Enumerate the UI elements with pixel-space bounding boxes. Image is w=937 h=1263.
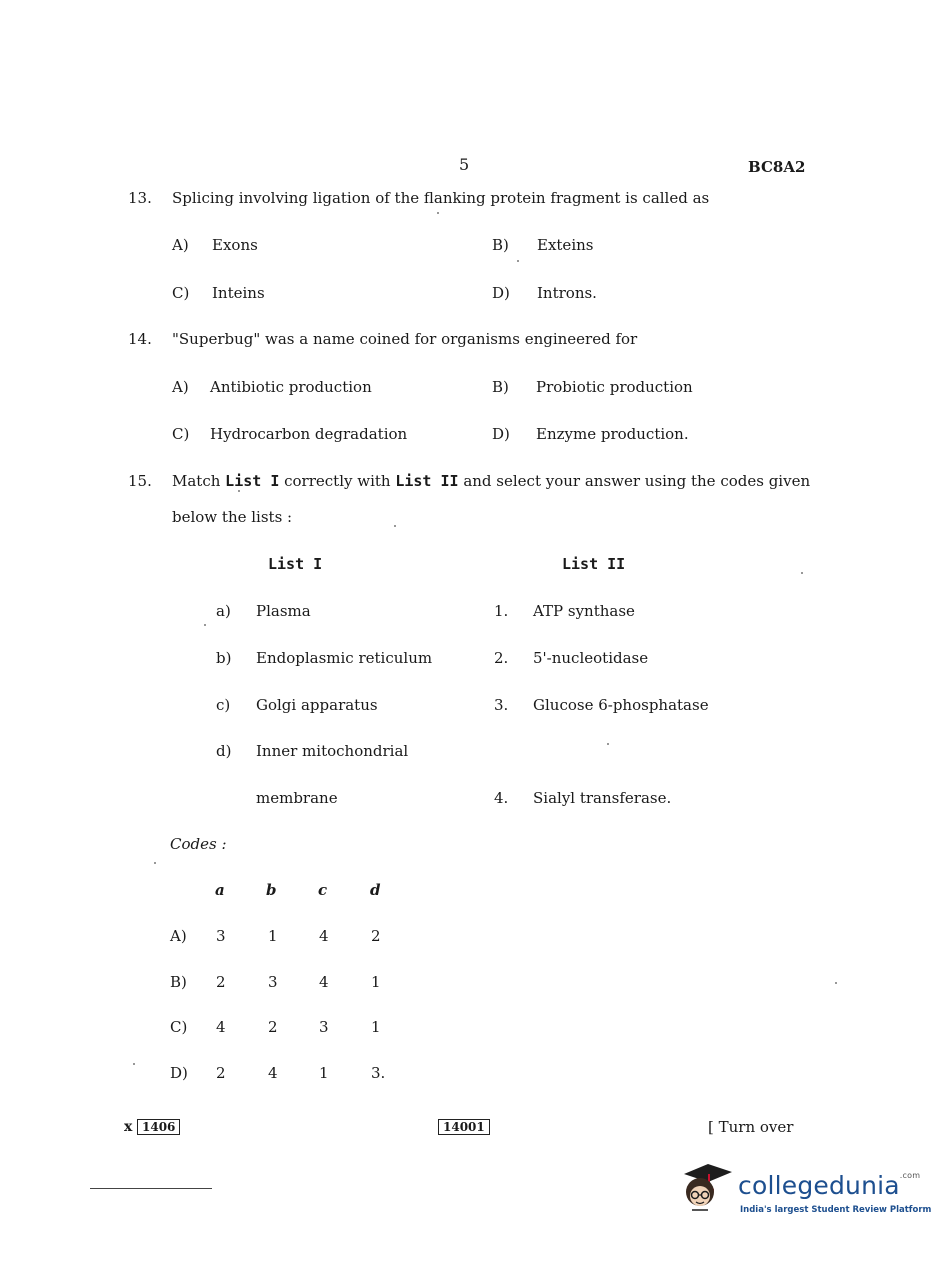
code-row-label: A)	[170, 927, 187, 945]
q14-option-d-label: D)	[492, 425, 510, 443]
list-2-item-number: 4.	[494, 789, 509, 807]
question-14-number: 14.	[128, 330, 152, 348]
page-number: 5	[459, 155, 470, 174]
list-2-item: Glucose 6-phosphatase	[533, 696, 709, 714]
scan-speck	[517, 260, 519, 262]
scan-speck	[154, 862, 156, 864]
brand-name: collegedunia$^{.com}$	[738, 1171, 921, 1200]
code-row-label: C)	[170, 1018, 188, 1036]
list-1-item: Endoplasmic reticulum	[256, 649, 433, 667]
list-2-item-number: 3.	[494, 696, 509, 714]
q14-option-c-label: C)	[172, 425, 190, 443]
list-2-item: 5'-nucleotidase	[533, 649, 649, 667]
footer-prefix: x	[124, 1119, 133, 1135]
q14-option-a-label: A)	[172, 378, 189, 396]
list-1-item-label: b)	[216, 649, 232, 667]
list-2-item-number: 2.	[494, 649, 509, 667]
question-15-text: Match List I correctly with List II and select your answer using the codes given	[172, 472, 811, 490]
q13-option-d-label: D)	[492, 284, 510, 302]
list-2-item: Sialyl transferase.	[533, 789, 672, 807]
list-2-item: ATP synthase	[533, 602, 635, 620]
code-cell: 4	[268, 1064, 278, 1082]
code-cell: 3	[268, 973, 278, 991]
footer-left-code: 1406	[137, 1119, 180, 1135]
footer-center-code: 14001	[438, 1119, 490, 1135]
list-1-item-label: a)	[216, 602, 231, 620]
paper-code: BC8A2	[748, 158, 806, 176]
code-cell: 2	[216, 1064, 226, 1082]
scan-speck	[238, 490, 240, 492]
list-1-item-label: c)	[216, 696, 231, 714]
scan-speck	[801, 572, 803, 574]
question-14-text: "Superbug" was a name coined for organisms engineered for	[172, 330, 638, 348]
q14-option-d-text: Enzyme production.	[536, 425, 689, 443]
code-header: a	[215, 881, 225, 899]
q13-option-d-text: Introns.	[537, 284, 597, 302]
codes-label: Codes :	[170, 835, 227, 853]
code-cell: 1	[268, 927, 278, 945]
q13-option-b-label: B)	[492, 236, 509, 254]
q13-option-c-label: C)	[172, 284, 190, 302]
code-cell: 3	[319, 1018, 329, 1036]
code-row-label: B)	[170, 973, 187, 991]
q13-option-c-text: Inteins	[212, 284, 265, 302]
q14-option-c-text: Hydrocarbon degradation	[210, 425, 408, 443]
code-cell: 1	[319, 1064, 329, 1082]
list-2-item-number: 1.	[494, 602, 509, 620]
mascot-logo-icon	[678, 1160, 734, 1216]
list-1-item: Golgi apparatus	[256, 696, 378, 714]
code-cell: 3.	[371, 1064, 386, 1082]
q13-option-a-label: A)	[172, 236, 189, 254]
code-header: b	[266, 881, 277, 899]
code-cell: 1	[371, 973, 381, 991]
scan-speck	[437, 212, 439, 214]
footer-turn-over: [ Turn over	[708, 1118, 794, 1136]
code-cell: 1	[371, 1018, 381, 1036]
footer-rule	[90, 1188, 212, 1189]
q14-option-a-text: Antibiotic production	[210, 378, 372, 396]
scan-speck	[607, 743, 609, 745]
question-13-text: Splicing involving ligation of the flanking protein fragment is called as	[172, 189, 710, 207]
list-1-item-label: d)	[216, 742, 232, 760]
question-15-number: 15.	[128, 472, 152, 490]
code-cell: 2	[216, 973, 226, 991]
scan-speck	[394, 525, 396, 527]
question-13-number: 13.	[128, 189, 152, 207]
list-1-item: Plasma	[256, 602, 311, 620]
code-header: c	[318, 881, 328, 899]
code-cell: 2	[268, 1018, 278, 1036]
brand-tagline: India's largest Student Review Platform	[740, 1205, 932, 1215]
code-cell: 3	[216, 927, 226, 945]
code-row-label: D)	[170, 1064, 188, 1082]
code-cell: 4	[319, 973, 329, 991]
scan-speck	[133, 1063, 135, 1065]
list-1-heading: List I	[268, 555, 323, 573]
code-cell: 2	[371, 927, 381, 945]
scan-speck	[835, 982, 837, 984]
code-header: d	[370, 881, 381, 899]
q14-option-b-text: Probiotic production	[536, 378, 693, 396]
scan-speck	[204, 624, 206, 626]
code-cell: 4	[319, 927, 329, 945]
list-2-heading: List II	[562, 555, 626, 573]
q13-option-a-text: Exons	[212, 236, 258, 254]
list-1-item: Inner mitochondrial	[256, 742, 409, 760]
list-1-item-continued: membrane	[256, 789, 338, 807]
question-15-text-line2: below the lists :	[172, 508, 293, 526]
code-cell: 4	[216, 1018, 226, 1036]
q13-option-b-text: Exteins	[537, 236, 594, 254]
q14-option-b-label: B)	[492, 378, 509, 396]
